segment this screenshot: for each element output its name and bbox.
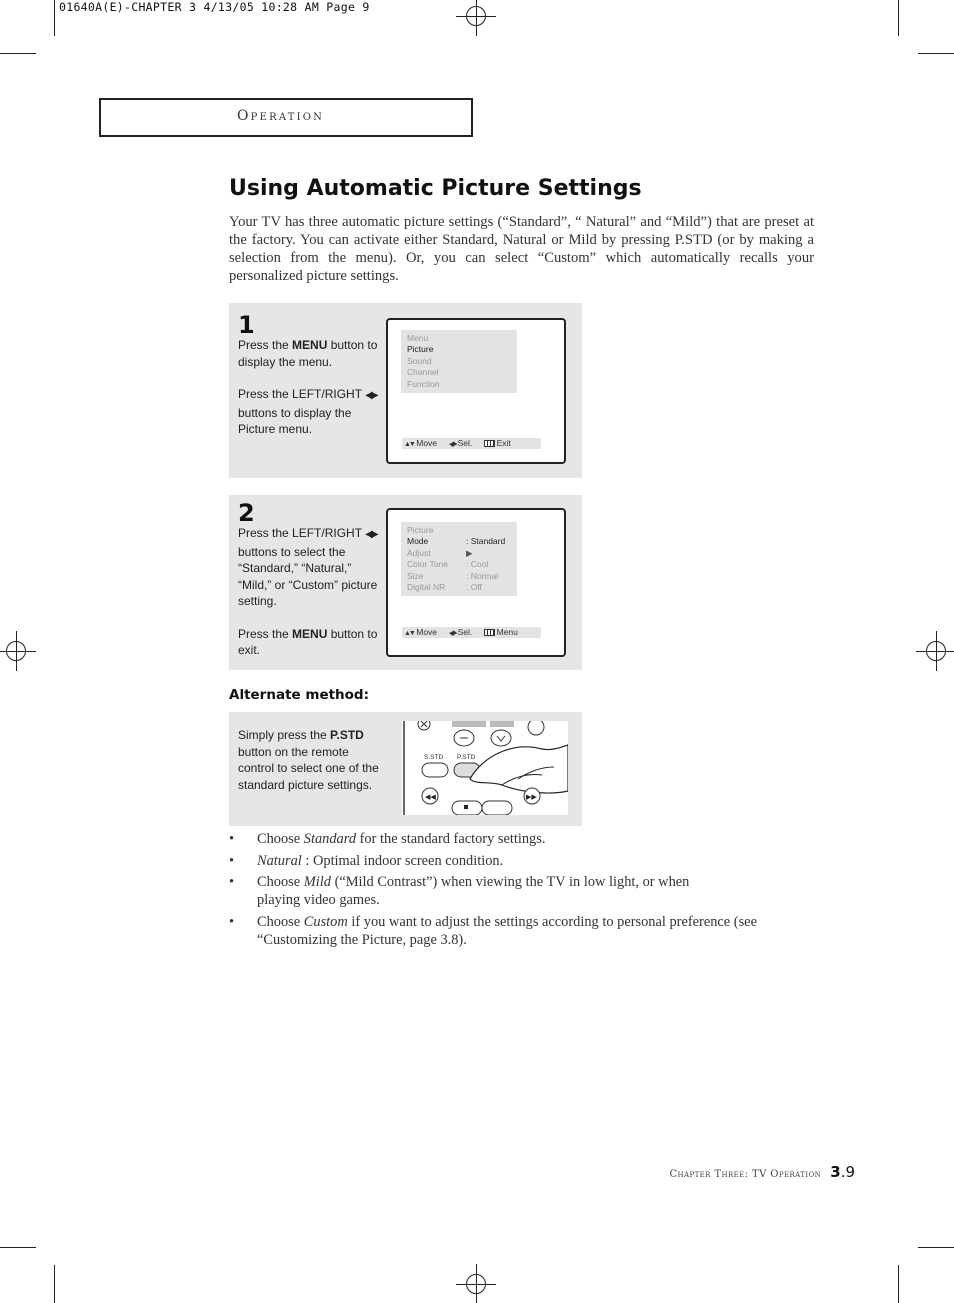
registration-mark (456, 0, 496, 36)
crop-mark (918, 1247, 954, 1248)
menu-icon (484, 440, 495, 447)
intro-paragraph: Your TV has three automatic picture settings (“Standard”, “ Natural” and “Mild”) that are preset at the factory. You can activate either Standard, Natural or Mild by pressing P.STD (or by making a selection from the menu). Or, you can select “Custom” which automatically recalls your personalized picture settings. (229, 214, 814, 284)
step-instructions (238, 337, 381, 454)
osd-menu (401, 330, 517, 393)
remote-illustration (402, 721, 568, 815)
svg-text:▶▶: ▶▶ (526, 793, 537, 801)
remote-control-image (402, 721, 568, 815)
step-2-panel (229, 495, 582, 670)
menu-item-function: Function (407, 378, 440, 389)
osd-menu (401, 522, 517, 596)
left-right-arrows-icon: ◀▶ (365, 529, 377, 540)
registration-mark (456, 1264, 496, 1303)
sstd-label: S.STD (424, 754, 444, 761)
crop-mark (0, 53, 36, 54)
menu-row-digital-nr: Digital NR : Off (407, 582, 482, 593)
menu-item-picture: Picture (407, 344, 434, 355)
left-right-icon: ◀▶ (448, 630, 456, 637)
svg-text:◀◀: ◀◀ (425, 793, 436, 801)
osd-footer: ▲▼ Move ◀▶ Sel. Menu (402, 627, 541, 638)
menu-row-size: Size : Normal (407, 570, 499, 581)
list-item: • Choose Custom if you want to adjust the settings according to personal preference (see “Customizing the Picture, page 3.8). (229, 913, 799, 949)
crop-mark (898, 1265, 899, 1303)
page-footer (669, 1162, 855, 1181)
menu-row-mode: Mode : Standard (407, 536, 506, 547)
instruction: Press the MENU button to display the menu. (238, 338, 378, 369)
pstd-label: P.STD (457, 754, 476, 761)
menu-heading: Picture (407, 525, 434, 535)
page-number: 3.9 (830, 1163, 855, 1181)
osd-footer: ▲▼ Move ◀▶ Sel. Exit (402, 438, 541, 449)
tv-screen (386, 508, 566, 657)
registration-mark (0, 631, 36, 671)
menu-row-color-tone: Color Tone : Cool (407, 559, 489, 570)
instruction: Press the MENU button to exit. (238, 626, 378, 657)
alternate-instructions: Simply press the P.STD button on the remote control to select one of the standard picture settings. (238, 728, 379, 792)
up-down-icon: ▲▼ (404, 630, 414, 637)
crop-mark (54, 1265, 55, 1303)
arrow-right-icon: ▶ (466, 547, 473, 558)
crop-mark (0, 1247, 36, 1248)
step-instructions (238, 525, 381, 675)
crop-mark (54, 0, 55, 36)
section-label: Operation (237, 108, 325, 124)
menu-row-adjust: Adjust ▶ (407, 547, 473, 558)
list-item: • Choose Standard for the standard factory settings. (229, 830, 799, 848)
instruction: Press the LEFT/RIGHT ◀▶ buttons to select the “Standard,” “Natural,” “Mild,” or “Custom” picture setting. (238, 526, 378, 608)
menu-icon (484, 629, 495, 636)
up-down-icon: ▲▼ (404, 441, 414, 448)
page-title: Using Automatic Picture Settings (229, 176, 642, 201)
alternate-method-heading: Alternate method: (229, 687, 369, 703)
registration-mark (916, 631, 954, 671)
step-number: 1 (238, 311, 255, 339)
step-number: 2 (238, 499, 255, 527)
menu-heading: Menu (407, 333, 429, 343)
menu-item-channel: Channel (407, 367, 439, 378)
step-1-panel (229, 303, 582, 478)
tv-screen (386, 318, 566, 464)
chapter-label: Chapter Three: TV Operation (669, 1169, 822, 1180)
list-item: • Choose Mild (“Mild Contrast”) when viewing the TV in low light, or when playing video games. (229, 873, 734, 909)
left-right-icon: ◀▶ (448, 441, 456, 448)
settings-bullet-list (229, 830, 799, 952)
instruction: Press the LEFT/RIGHT ◀▶ buttons to display the Picture menu. (238, 387, 377, 436)
menu-item-sound: Sound (407, 355, 432, 366)
print-slug: 01640A(E)-CHAPTER 3 4/13/05 10:28 AM Page 9 (59, 0, 370, 14)
left-right-arrows-icon: ◀▶ (365, 390, 377, 401)
section-header (99, 98, 473, 137)
crop-mark (918, 53, 954, 54)
list-item: • Natural : Optimal indoor screen condition. (229, 852, 799, 870)
crop-mark (898, 0, 899, 36)
alternate-method-panel (229, 712, 582, 826)
